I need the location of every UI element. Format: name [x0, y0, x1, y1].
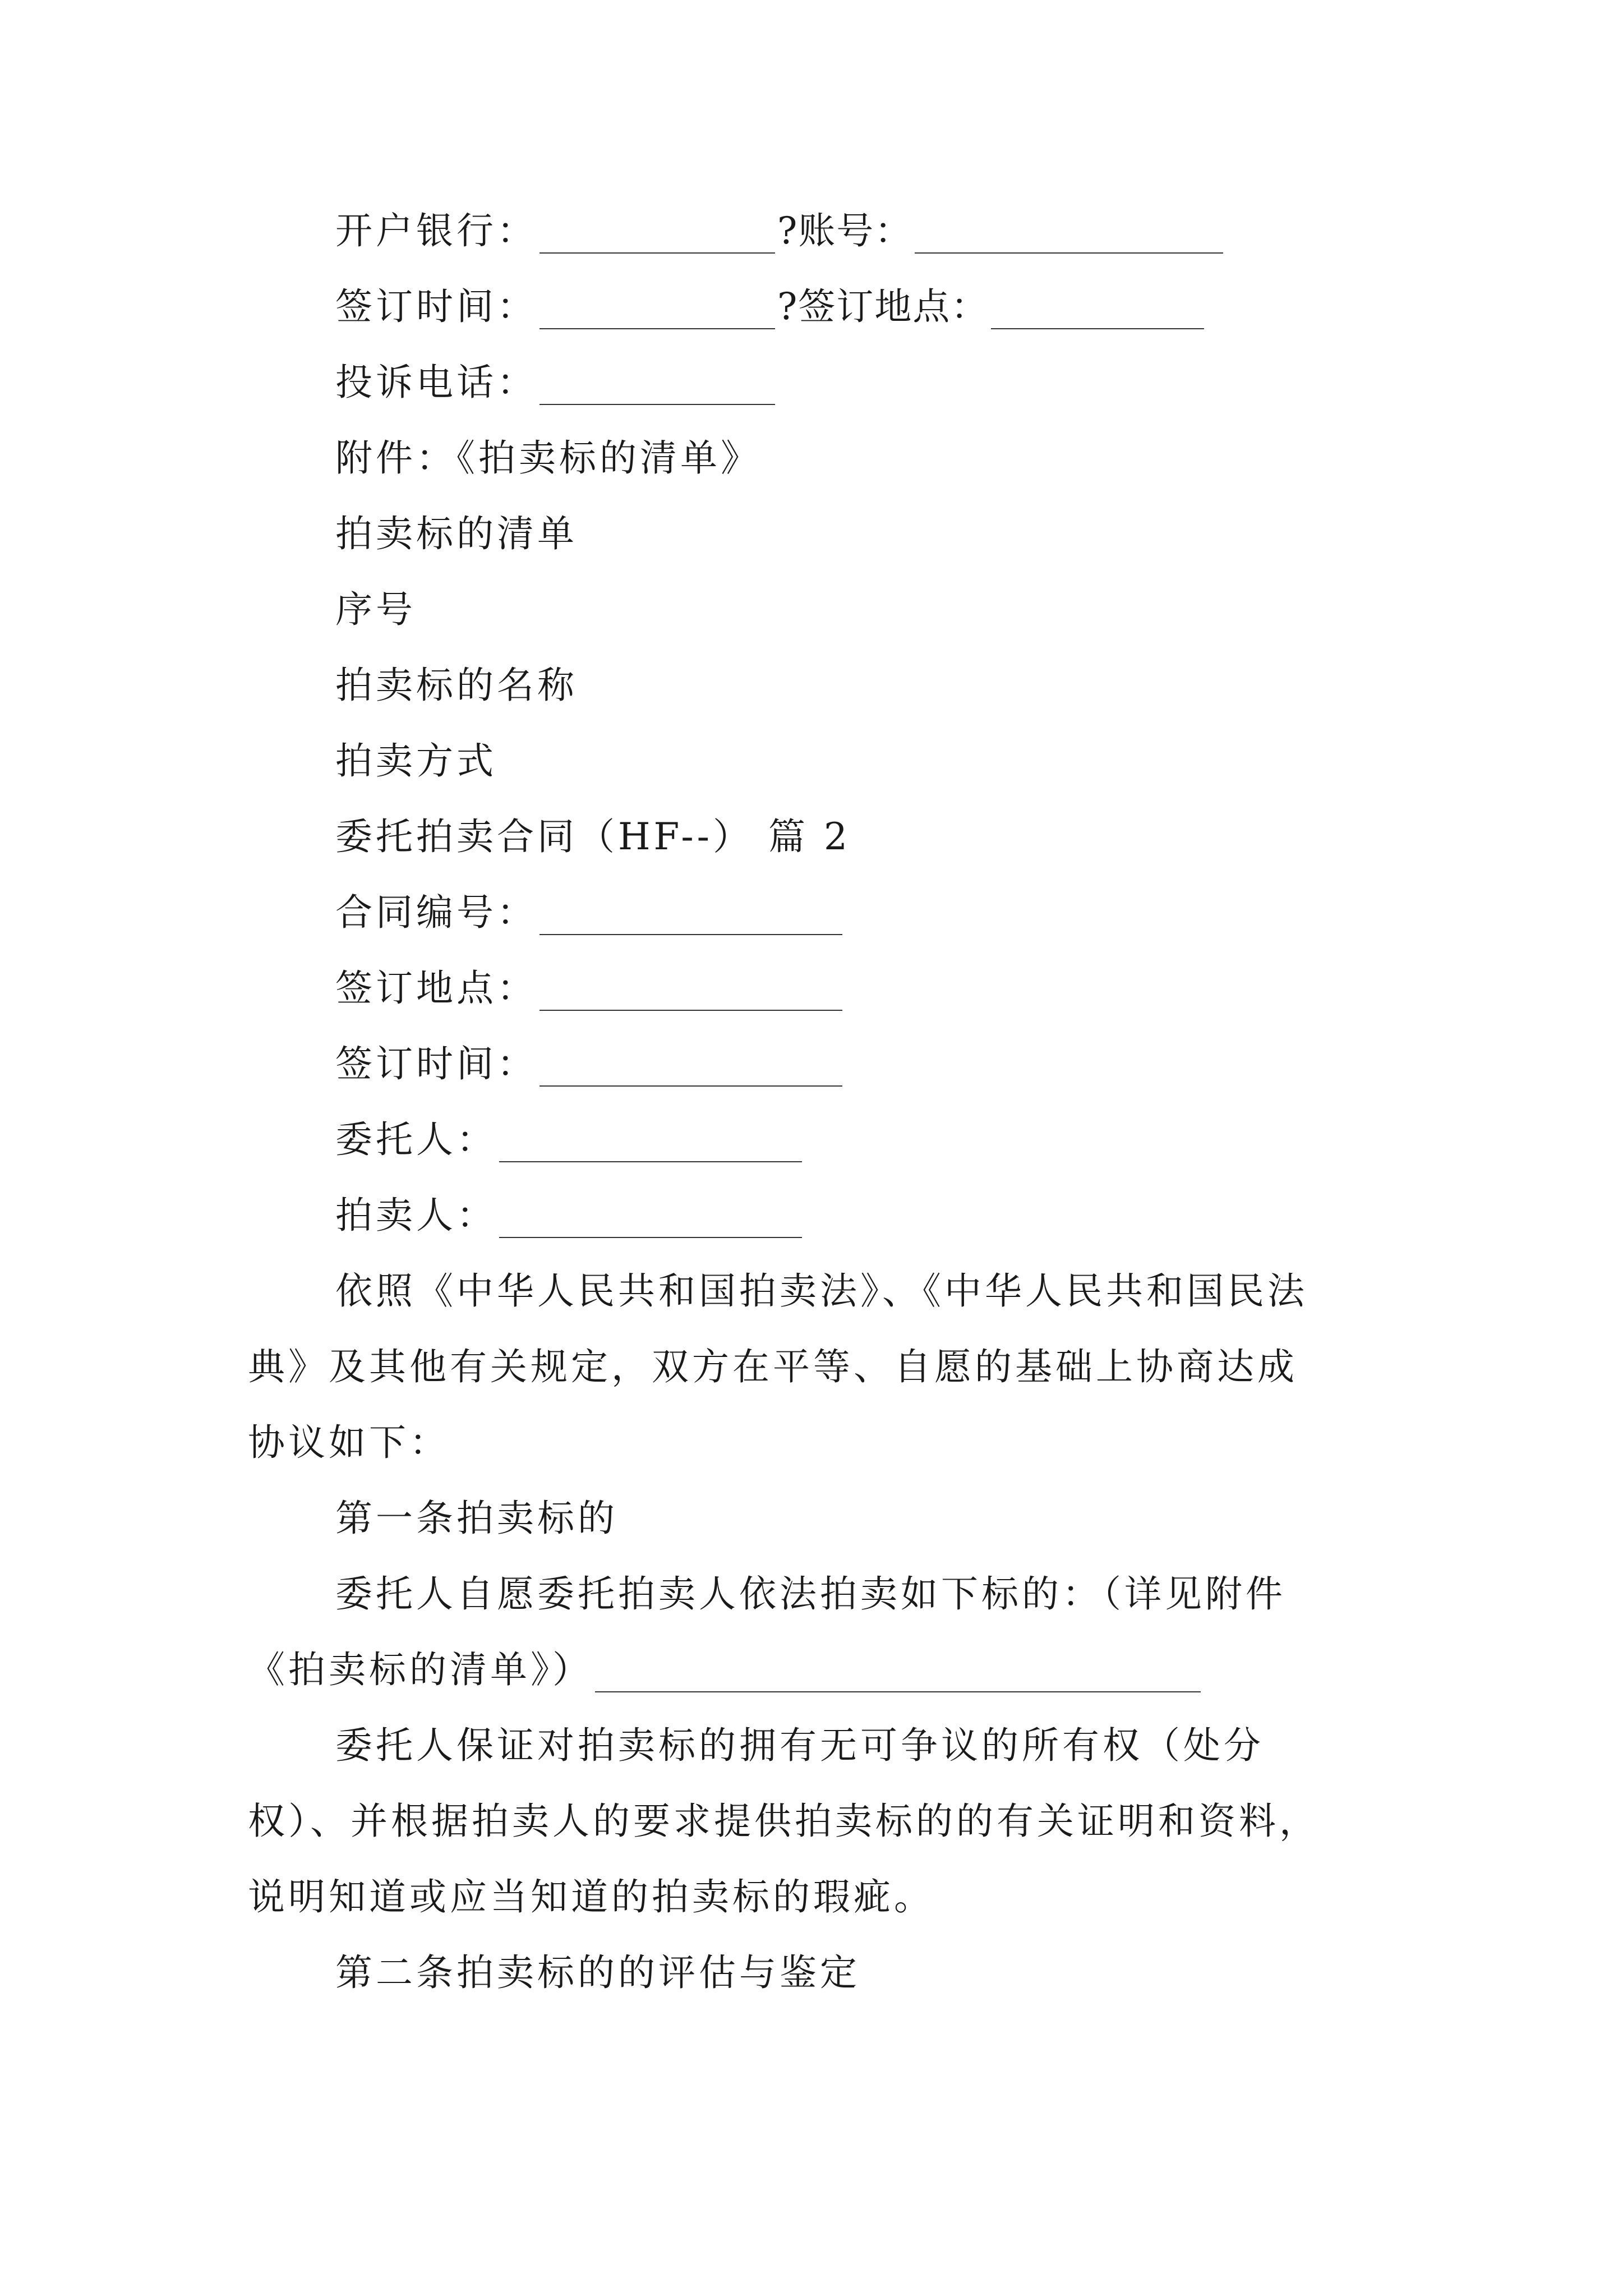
sign-place-label: ?签订地点： [777, 285, 989, 328]
auctioneer-line [335, 1193, 804, 1238]
contract-no-line [335, 890, 845, 935]
para1-line2: 典》及其他有关规定，双方在平等、自愿的基础上协商达成 [248, 1345, 1298, 1388]
sign-time-line [335, 1042, 845, 1087]
para2-line2-text: 《拍卖标的清单》） [248, 1648, 593, 1691]
list-title: 拍卖标的清单 [335, 512, 578, 555]
bank-label: 开户银行： [335, 209, 537, 252]
account-blank [915, 221, 1223, 254]
para3-line3: 说明知道或应当知道的拍卖标的瑕疵。 [248, 1875, 934, 1918]
client-blank [499, 1130, 802, 1162]
column-method: 拍卖方式 [335, 739, 497, 783]
auctioneer-blank [499, 1205, 802, 1238]
sign-time-blank [540, 297, 775, 329]
bank-account-line [335, 209, 1225, 254]
article-1-heading: 第一条拍卖标的 [335, 1497, 618, 1540]
column-seq: 序号 [335, 588, 416, 631]
account-label: ?账号： [777, 209, 913, 252]
complaint-phone-line [335, 360, 777, 405]
column-name: 拍卖标的名称 [335, 664, 578, 707]
para2-line1: 委托人自愿委托拍卖人依法拍卖如下标的：（详见附件 [335, 1572, 1286, 1616]
auctioneer-label: 拍卖人： [335, 1194, 497, 1237]
sign-place-label-2: 签订地点： [335, 967, 537, 1010]
client-line [335, 1117, 804, 1162]
client-label: 委托人： [335, 1118, 497, 1161]
sign-place-blank [991, 297, 1204, 329]
section-2-title: 委托拍卖合同（HF--） 篇 2 [335, 815, 851, 858]
contract-no-blank [540, 903, 842, 935]
para3-line2: 权）、并根据拍卖人的要求提供拍卖标的的有关证明和资料， [248, 1800, 1320, 1843]
contract-no-label: 合同编号： [335, 891, 537, 934]
para1-line3: 协议如下： [248, 1421, 450, 1464]
sign-place-line [335, 966, 845, 1011]
para2-line2 [248, 1648, 1203, 1692]
para3-line1: 委托人保证对拍卖标的拥有无可争议的所有权（处分 [335, 1724, 1264, 1767]
sign-time-label-2: 签订时间： [335, 1042, 537, 1085]
attachment-line: 附件：《拍卖标的清单》 [335, 436, 761, 480]
bank-blank [540, 221, 775, 254]
complaint-phone-blank [540, 372, 775, 405]
complaint-phone-label: 投诉电话： [335, 361, 537, 404]
article-2-heading: 第二条拍卖标的的评估与鉴定 [335, 1951, 860, 1994]
sign-place-blank-2 [540, 978, 842, 1011]
sign-time-place-line [335, 284, 1206, 329]
para1-line1: 依照《中华人民共和国拍卖法》、《中华人民共和国民法 [335, 1269, 1308, 1313]
sign-time-label: 签订时间： [335, 285, 537, 328]
sign-time-blank-2 [540, 1054, 842, 1087]
para2-blank [595, 1660, 1201, 1692]
